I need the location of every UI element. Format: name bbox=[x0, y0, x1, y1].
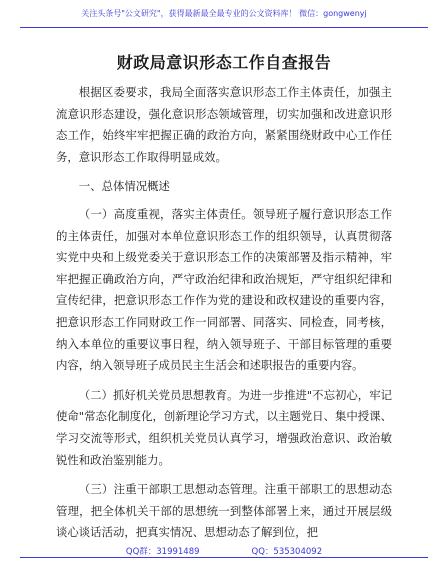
document-title: 财政局意识形态工作自查报告 bbox=[116, 53, 332, 72]
page-header-banner: 关注头条号"公文研究"，获得最新最全最专业的公文资料库！ 微信：gongwenyj bbox=[81, 9, 367, 18]
page-footer bbox=[0, 545, 448, 557]
document-body bbox=[56, 82, 392, 552]
footer-qq: QQ：535304092 bbox=[251, 547, 323, 557]
header-divider bbox=[20, 27, 428, 28]
body-paragraph-3: （三）注重干部职工思想动态管理。注重干部职工的思想动态管理，把全体机关干部的思想统一到整体部署上来，通过开展层级谈心谈话活动，把真实情况、思想动态了解到位，把 bbox=[56, 482, 392, 540]
section-heading: 一、总体情况概述 bbox=[78, 179, 170, 194]
body-paragraph-2: （二）抓好机关党员思想教育。为进一步推进"不忘初心，牢记使命"常态化制度化，创新理论学习方式，以主题党日、集中授课、学习交流等形式，组织机关党员认真学习，增强政治意识、政治敏锐性和政治鉴别能力。 bbox=[56, 387, 392, 467]
footer-qq-group: QQ群：31991489 bbox=[125, 547, 200, 557]
intro-paragraph: 根据区委要求，我局全面落实意识形态工作主体责任，加强主流意识形态建设，强化意识形态领域管理，切实加强和改进意识形态工作，始终牢牢把握正确的政治方向，紧紧围绕财政中心工作任务，意识形态工作取得明显成效。 bbox=[56, 85, 392, 164]
footer-divider bbox=[20, 557, 428, 558]
body-paragraph-1: （一）高度重视，落实主体责任。领导班子履行意识形态工作的主体责任，加强对本单位意识形态工作的组织领导，认真贯彻落实党中央和上级党委关于意识形态工作的决策部署及指示精神，牢牢把握正确政治方向，严守政治纪律和政治规矩，严守组织纪律和宣传纪律，把意识形态工作作为党的建设和政权建设的重要内容，把意识形态工作同财政工作一同部署、同落实、同检查，同考核，纳入本单位的重要议事日程，纳入领导班子、干部目标管理的重要内容，纳入领导班子成员民主生活会和述职报告的重要内容。 bbox=[56, 206, 392, 373]
